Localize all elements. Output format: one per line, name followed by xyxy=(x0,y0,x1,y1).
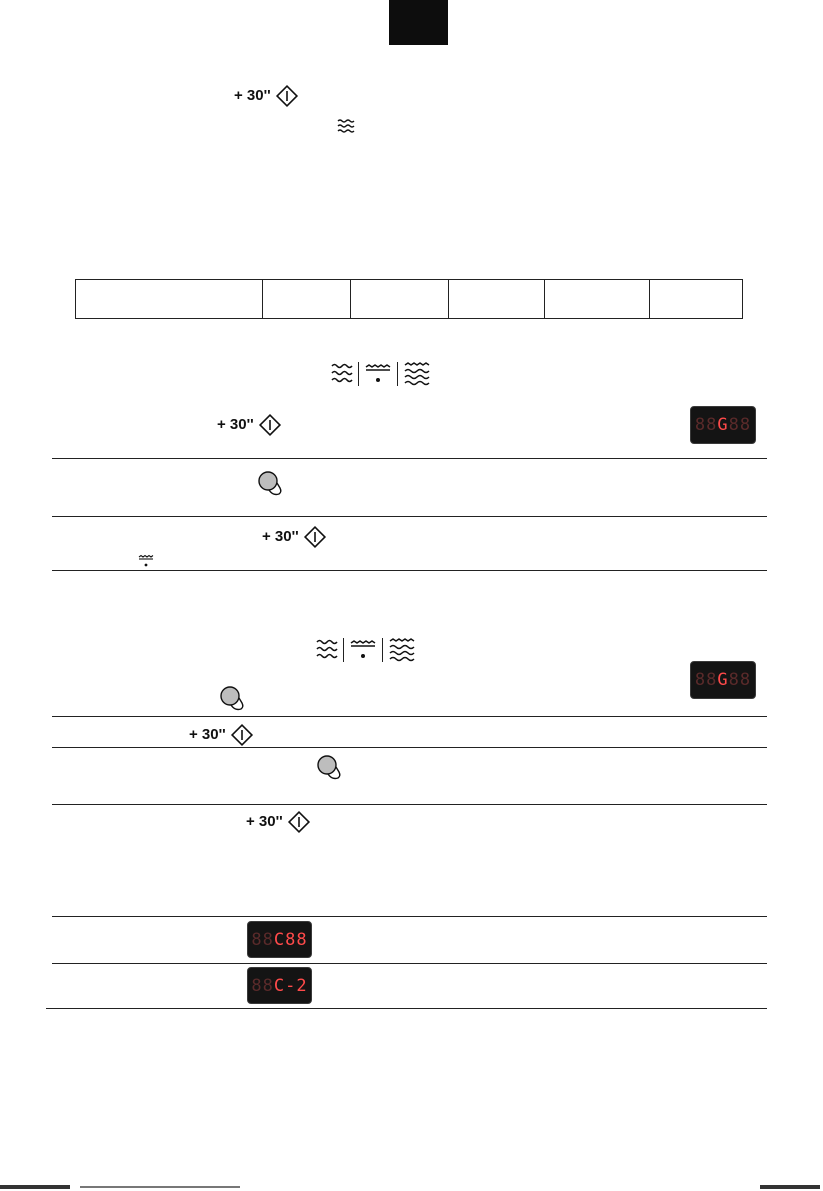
divider xyxy=(52,716,767,717)
microwave-waves-icon xyxy=(330,361,354,387)
divider xyxy=(52,458,767,459)
start-label: + 30'' xyxy=(217,416,254,433)
start-button-ref-4 xyxy=(189,723,254,747)
table-cell xyxy=(263,280,351,318)
language-tab xyxy=(389,0,448,45)
lcd-digits-on: -2 xyxy=(285,975,308,996)
lcd-digits-off: 88 xyxy=(728,415,752,435)
grill-icon xyxy=(348,637,378,663)
lcd-digits-off: 88 xyxy=(694,415,718,435)
separator xyxy=(382,638,383,662)
grill-icon xyxy=(138,554,154,568)
lcd-digit-on: G xyxy=(717,670,729,690)
divider xyxy=(52,804,767,805)
start-button-ref-5 xyxy=(246,810,311,834)
divider xyxy=(52,516,767,517)
table-cell xyxy=(76,280,263,318)
start-diamond-icon xyxy=(287,810,311,834)
lcd-display-c2 xyxy=(247,967,312,1004)
table-cell xyxy=(650,280,742,318)
start-label: + 30'' xyxy=(246,813,283,830)
lcd-display-c1 xyxy=(247,921,312,958)
rotary-knob-hand-icon xyxy=(217,684,247,714)
lcd-digit-on: C xyxy=(273,929,286,950)
combi-waves-icon xyxy=(387,637,417,663)
scan-edge-artifact xyxy=(0,1183,823,1191)
grill-icon xyxy=(363,361,393,387)
divider xyxy=(52,963,767,964)
mode-icons-group-1 xyxy=(330,361,432,387)
start-button-ref-3 xyxy=(262,525,327,549)
table-cell xyxy=(351,280,449,318)
lcd-digits-off: 88 xyxy=(251,975,274,996)
lcd-display-combi xyxy=(690,406,756,444)
start-diamond-icon xyxy=(275,84,299,108)
divider xyxy=(52,747,767,748)
table-cell xyxy=(449,280,545,318)
power-level-table xyxy=(75,279,743,319)
start-button-ref-1 xyxy=(234,84,299,108)
start-diamond-icon xyxy=(230,723,254,747)
rotary-knob-hand-icon xyxy=(314,753,344,783)
lcd-display-combi-2 xyxy=(690,661,756,699)
lcd-digit-on: C xyxy=(273,975,286,996)
separator xyxy=(343,638,344,662)
rotary-knob-hand-icon xyxy=(255,469,285,499)
table-cell xyxy=(545,280,651,318)
mode-icons-group-2 xyxy=(315,637,417,663)
lcd-digits-off: 88 xyxy=(728,670,752,690)
lcd-digits-off: 88 xyxy=(694,670,718,690)
microwave-waves-icon xyxy=(337,118,355,134)
combi-waves-icon xyxy=(402,361,432,387)
divider xyxy=(52,570,767,571)
separator xyxy=(397,362,398,386)
start-label: + 30'' xyxy=(234,87,271,104)
divider xyxy=(46,1008,767,1009)
start-diamond-icon xyxy=(303,525,327,549)
lcd-digits-on: 88 xyxy=(285,929,308,950)
lcd-digits-off: 88 xyxy=(251,929,274,950)
separator xyxy=(358,362,359,386)
start-label: + 30'' xyxy=(189,726,226,743)
start-button-ref-2 xyxy=(217,413,282,437)
start-diamond-icon xyxy=(258,413,282,437)
start-label: + 30'' xyxy=(262,528,299,545)
lcd-digit-on: G xyxy=(717,415,729,435)
divider xyxy=(52,916,767,917)
microwave-waves-icon xyxy=(315,637,339,663)
